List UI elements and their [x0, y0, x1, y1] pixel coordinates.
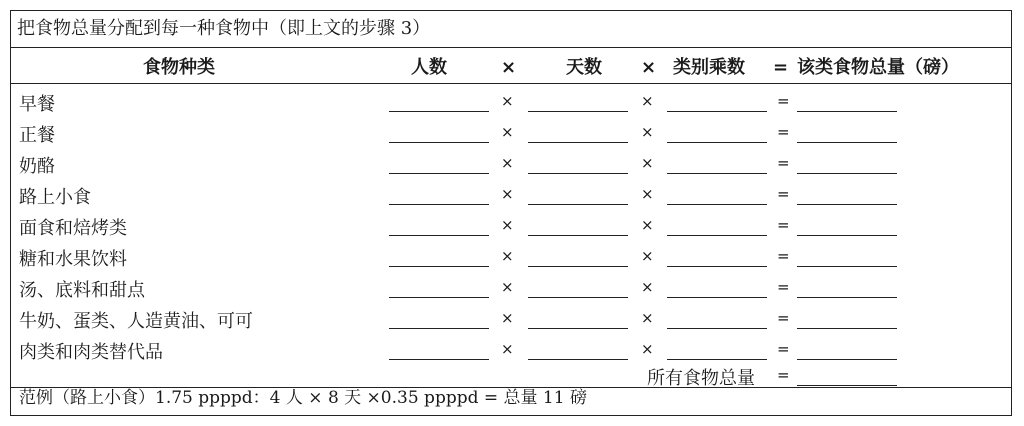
equals-sign: =	[777, 154, 790, 172]
days-blank[interactable]	[528, 142, 628, 143]
times-sign: ×	[501, 340, 514, 358]
days-blank[interactable]	[528, 173, 628, 174]
food-category-label: 奶酪	[19, 156, 55, 177]
times-sign: ×	[501, 185, 514, 203]
total-blank[interactable]	[797, 359, 897, 360]
header-times-1: ×	[501, 57, 517, 78]
times-sign: ×	[641, 92, 654, 110]
times-sign: ×	[501, 216, 514, 234]
equals-sign: =	[777, 216, 790, 234]
equals-sign: =	[777, 123, 790, 141]
days-blank[interactable]	[528, 328, 628, 329]
multiplier-blank[interactable]	[667, 204, 767, 205]
total-blank[interactable]	[797, 266, 897, 267]
times-sign: ×	[501, 309, 514, 327]
header-category: 食物种类	[143, 57, 215, 78]
days-blank[interactable]	[528, 359, 628, 360]
people-blank[interactable]	[389, 297, 489, 298]
multiplier-blank[interactable]	[667, 359, 767, 360]
days-blank[interactable]	[528, 204, 628, 205]
equals-sign: =	[777, 366, 790, 384]
food-category-label: 肉类和肉类替代品	[19, 342, 163, 363]
table-title: 把食物总量分配到每一种食物中（即上文的步骤 3）	[17, 18, 431, 39]
times-sign: ×	[641, 247, 654, 265]
people-blank[interactable]	[389, 173, 489, 174]
food-category-label: 路上小食	[19, 187, 91, 208]
food-category-label: 面食和焙烤类	[19, 218, 127, 239]
header-total: 该类食物总量（磅）	[797, 57, 959, 78]
total-blank[interactable]	[797, 204, 897, 205]
total-blank[interactable]	[797, 111, 897, 112]
header-multiplier: 类别乘数	[673, 57, 745, 78]
people-blank[interactable]	[389, 204, 489, 205]
people-blank[interactable]	[389, 142, 489, 143]
multiplier-blank[interactable]	[667, 173, 767, 174]
header-divider	[11, 83, 1011, 84]
times-sign: ×	[501, 123, 514, 141]
grand-total-label: 所有食物总量	[647, 368, 755, 389]
total-blank[interactable]	[797, 297, 897, 298]
multiplier-blank[interactable]	[667, 111, 767, 112]
equals-sign: =	[777, 92, 790, 110]
header-times-2: ×	[641, 57, 657, 78]
times-sign: ×	[641, 309, 654, 327]
times-sign: ×	[501, 92, 514, 110]
example-text: 范例（路上小食）1.75 ppppd：4 人 × 8 天 ×0.35 ppppd = 总量 11 磅	[19, 388, 587, 408]
multiplier-blank[interactable]	[667, 297, 767, 298]
table-row	[11, 118, 1011, 148]
equals-sign: =	[777, 340, 790, 358]
times-sign: ×	[641, 185, 654, 203]
people-blank[interactable]	[389, 359, 489, 360]
people-blank[interactable]	[389, 328, 489, 329]
table-row	[11, 304, 1011, 334]
days-blank[interactable]	[528, 235, 628, 236]
days-blank[interactable]	[528, 266, 628, 267]
food-category-label: 早餐	[19, 94, 55, 115]
header-people: 人数	[411, 57, 447, 78]
multiplier-blank[interactable]	[667, 142, 767, 143]
food-category-label: 正餐	[19, 125, 55, 146]
grand-total-blank[interactable]	[797, 385, 897, 386]
header-equals: =	[773, 57, 789, 78]
multiplier-blank[interactable]	[667, 235, 767, 236]
food-category-label: 汤、底料和甜点	[19, 280, 145, 301]
equals-sign: =	[777, 309, 790, 327]
food-category-label: 糖和水果饮料	[19, 249, 127, 270]
people-blank[interactable]	[389, 266, 489, 267]
people-blank[interactable]	[389, 235, 489, 236]
times-sign: ×	[501, 154, 514, 172]
table-row	[11, 211, 1011, 241]
table-row	[11, 149, 1011, 179]
equals-sign: =	[777, 185, 790, 203]
times-sign: ×	[641, 154, 654, 172]
times-sign: ×	[641, 278, 654, 296]
total-blank[interactable]	[797, 173, 897, 174]
food-allocation-table	[10, 10, 1012, 416]
table-row	[11, 242, 1011, 272]
total-blank[interactable]	[797, 142, 897, 143]
food-category-label: 牛奶、蛋类、人造黄油、可可	[19, 311, 253, 332]
multiplier-blank[interactable]	[667, 266, 767, 267]
times-sign: ×	[641, 340, 654, 358]
equals-sign: =	[777, 247, 790, 265]
people-blank[interactable]	[389, 111, 489, 112]
times-sign: ×	[641, 216, 654, 234]
table-row	[11, 273, 1011, 303]
total-blank[interactable]	[797, 328, 897, 329]
table-row	[11, 87, 1011, 117]
title-divider	[11, 47, 1011, 48]
times-sign: ×	[501, 247, 514, 265]
multiplier-blank[interactable]	[667, 328, 767, 329]
days-blank[interactable]	[528, 297, 628, 298]
equals-sign: =	[777, 278, 790, 296]
table-row	[11, 180, 1011, 210]
times-sign: ×	[501, 278, 514, 296]
days-blank[interactable]	[528, 111, 628, 112]
total-blank[interactable]	[797, 235, 897, 236]
header-days: 天数	[566, 57, 602, 78]
times-sign: ×	[641, 123, 654, 141]
